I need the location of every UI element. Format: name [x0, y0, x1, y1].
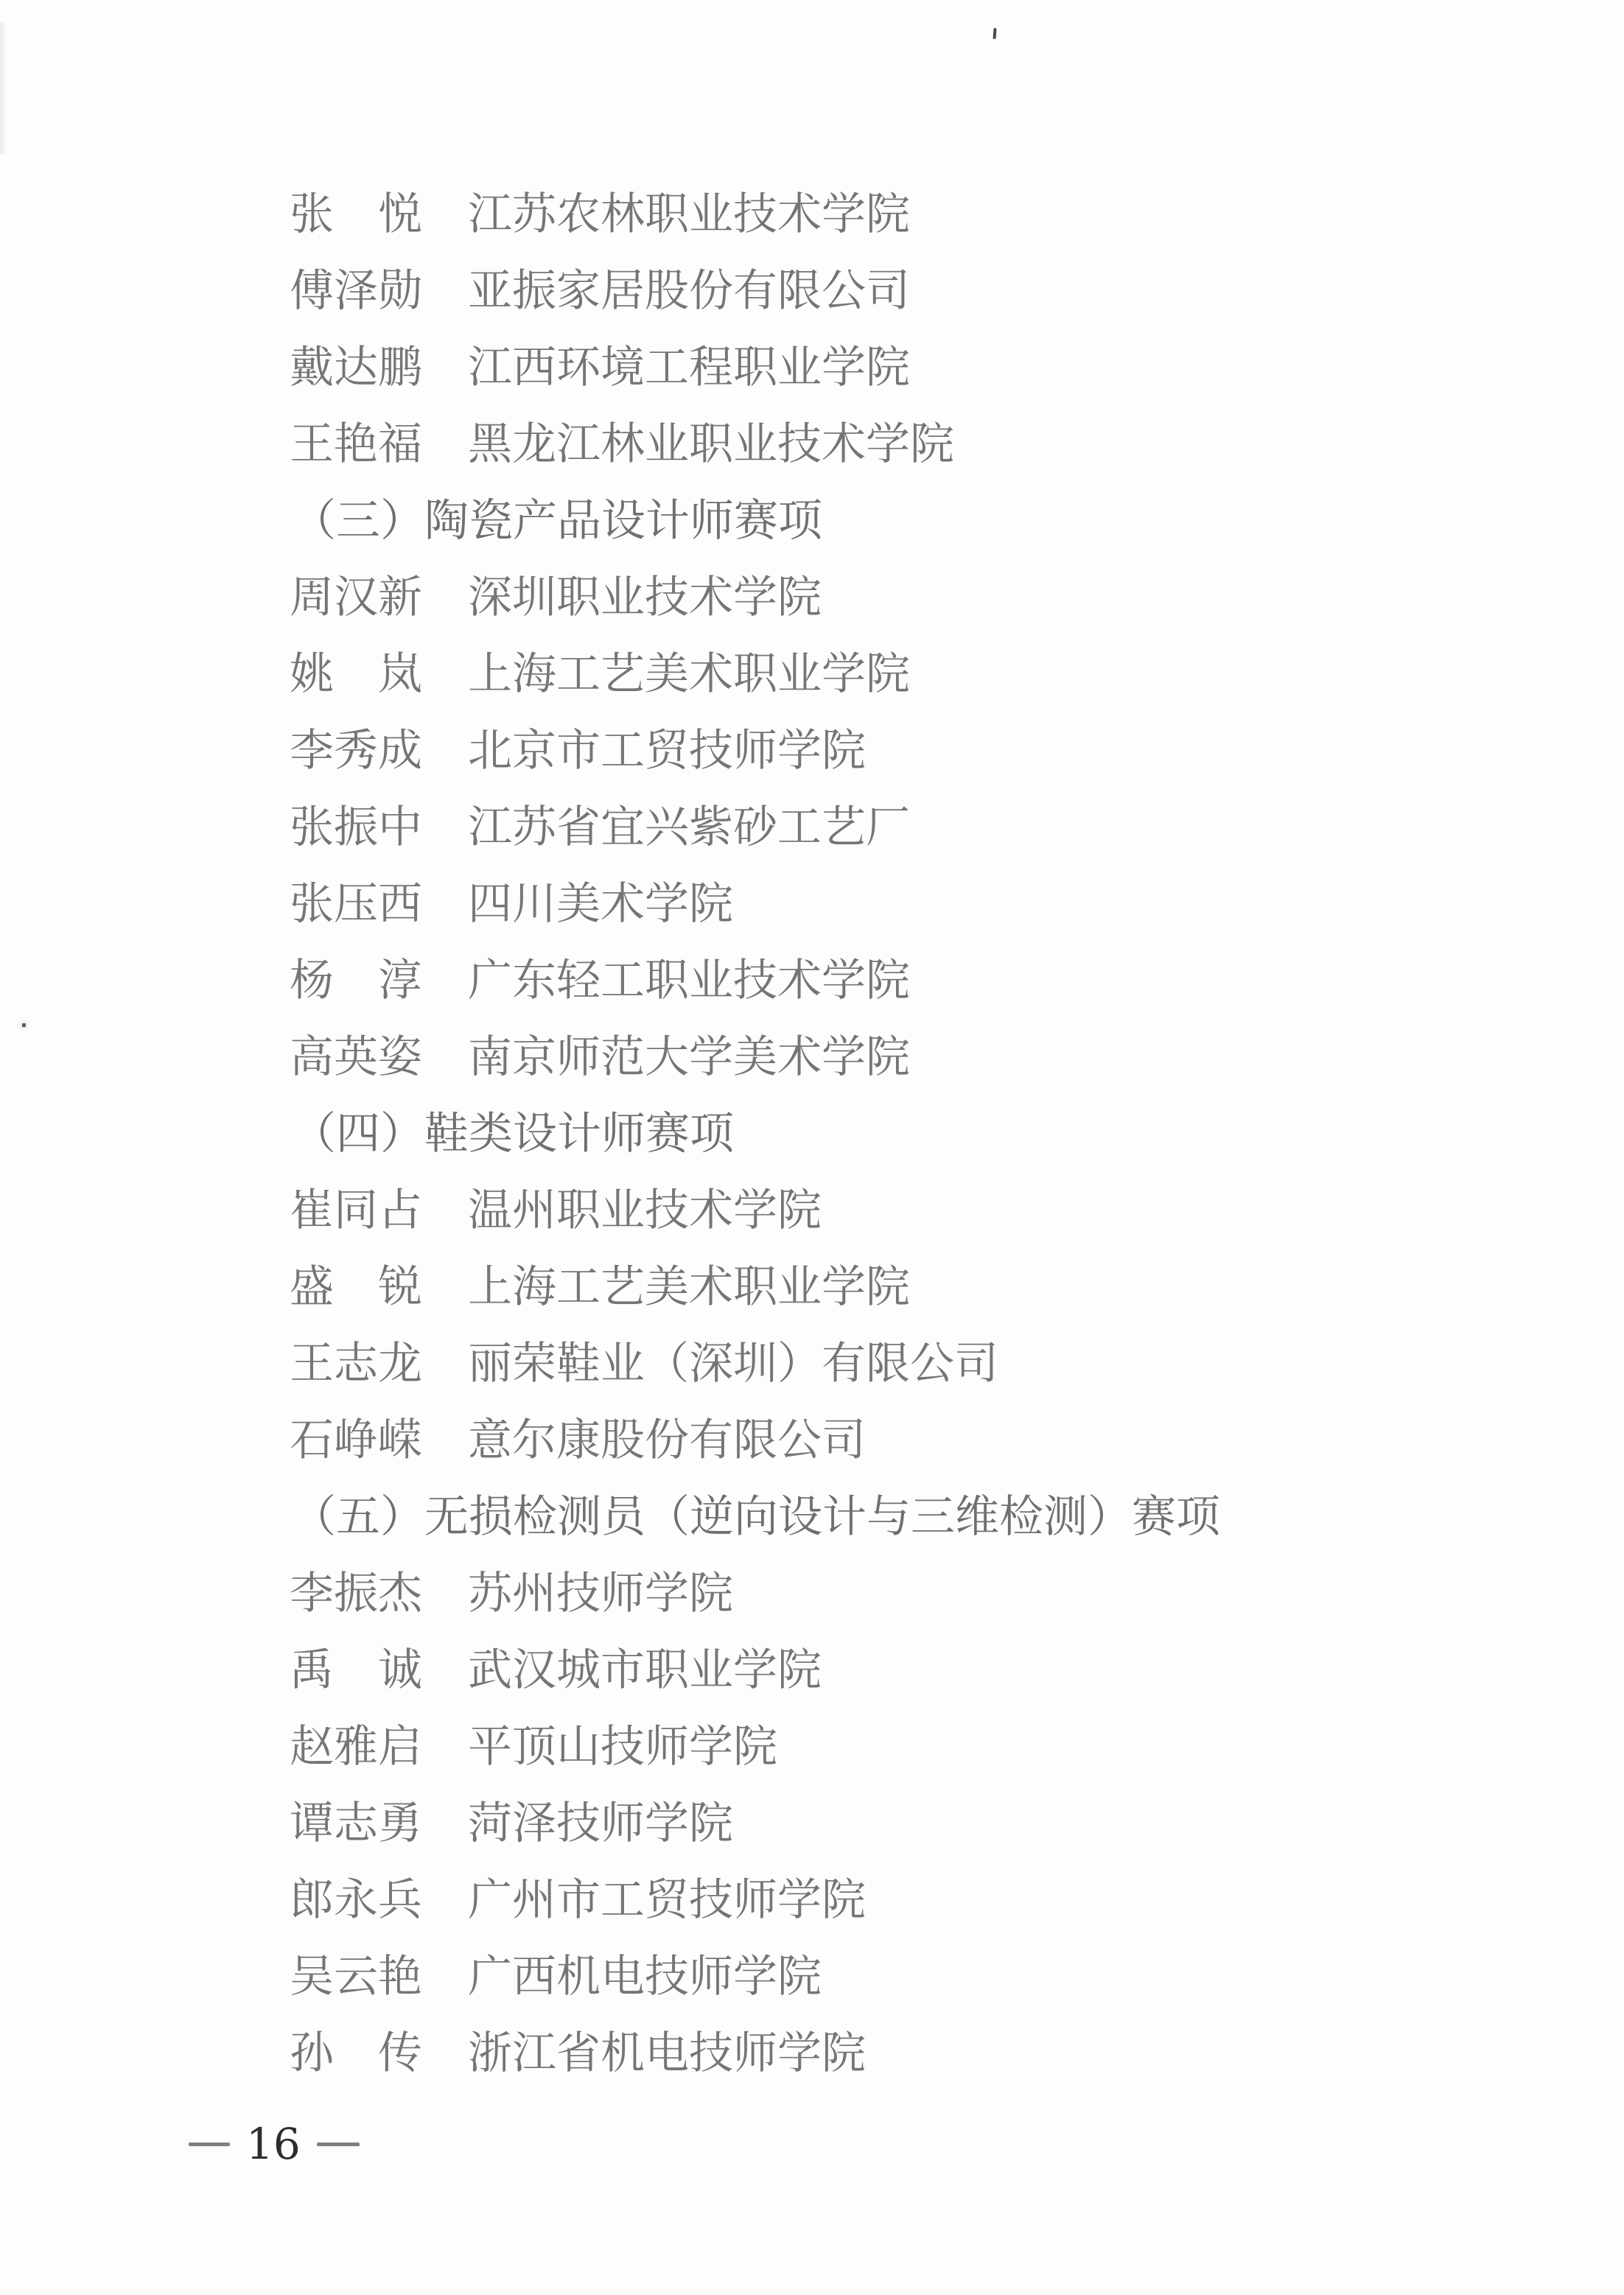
person-name: 傅泽勋: [290, 265, 422, 317]
section-header: [0, 1475, 1624, 1552]
person-name: 张 悦: [290, 189, 422, 240]
institution-name: 平顶山技师学院: [468, 1721, 777, 1773]
institution-name: 广西机电技师学院: [468, 1951, 822, 2003]
entry-row: [0, 862, 1624, 939]
person-name: 崔同占: [290, 1185, 422, 1236]
entry-row: [0, 1168, 1624, 1245]
institution-name: 浙江省机电技师学院: [468, 2028, 866, 2079]
institution-name: 四川美术学院: [468, 878, 733, 930]
institution-name: 江苏省宜兴紫砂工艺厂: [468, 802, 910, 853]
entry-row: [0, 326, 1624, 402]
institution-name: 北京市工贸技师学院: [468, 725, 866, 777]
person-name: 高英姿: [290, 1031, 422, 1083]
entry-row: [0, 939, 1624, 1015]
entry-row: [0, 1628, 1624, 1705]
entry-row: [0, 1858, 1624, 1935]
page-number-dash-right: [317, 2142, 360, 2146]
institution-name: 南京师范大学美术学院: [468, 1031, 910, 1083]
entry-row: [0, 632, 1624, 709]
institution-name: 武汉城市职业学院: [468, 1644, 822, 1696]
institution-name: 江西环境工程职业学院: [468, 342, 910, 393]
person-name: 赵雅启: [290, 1721, 422, 1773]
page-number: [189, 2116, 360, 2172]
institution-name: 广东轻工职业技术学院: [468, 955, 910, 1006]
institution-name: 上海工艺美术职业学院: [468, 648, 910, 700]
person-name: 李振杰: [290, 1568, 422, 1619]
entry-row: [0, 1935, 1624, 2011]
institution-name: 亚振家居股份有限公司: [468, 265, 910, 317]
entry-row: [0, 1398, 1624, 1475]
person-name: 戴达鹏: [290, 342, 422, 393]
person-name: 王志龙: [290, 1338, 422, 1390]
person-name: 王艳福: [290, 418, 422, 470]
scan-edge-shade: [0, 22, 7, 155]
person-name: 张压西: [290, 878, 422, 930]
person-name: 石峥嵘: [290, 1415, 422, 1466]
institution-name: 上海工艺美术职业学院: [468, 1261, 910, 1313]
person-name: 郎永兵: [290, 1874, 422, 1926]
section-header: [0, 1092, 1624, 1168]
institution-name: 温州职业技术学院: [468, 1185, 822, 1236]
entry-row: [0, 709, 1624, 785]
institution-name: 江苏农林职业技术学院: [468, 189, 910, 240]
entry-row: [0, 249, 1624, 326]
institution-name: 菏泽技师学院: [468, 1798, 733, 1849]
person-name: 禹 诚: [290, 1644, 422, 1696]
person-name: 吴云艳: [290, 1951, 422, 2003]
entry-row: [0, 1245, 1624, 1322]
person-name: 张振中: [290, 802, 422, 853]
entry-row: [0, 402, 1624, 479]
entry-row: [0, 556, 1624, 632]
institution-name: 苏州技师学院: [468, 1568, 733, 1619]
entry-row: [0, 1705, 1624, 1781]
institution-name: 广州市工贸技师学院: [468, 1874, 866, 1926]
entry-row: [0, 1322, 1624, 1398]
rows: [0, 172, 1624, 2088]
scan-speck: [993, 28, 996, 39]
entry-row: [0, 172, 1624, 249]
person-name: 盛 锐: [290, 1261, 422, 1313]
person-name: 姚 岚: [290, 648, 422, 700]
person-name: 谭志勇: [290, 1798, 422, 1849]
person-name: 李秀成: [290, 725, 422, 777]
page-number-value: 16: [246, 2119, 301, 2169]
entry-row: [0, 1015, 1624, 1092]
person-name: 杨 淳: [290, 955, 422, 1006]
entry-row: [0, 2011, 1624, 2088]
section-title: （五）无损检测员（逆向设计与三维检测）赛项: [292, 1491, 1220, 1543]
institution-name: 意尔康股份有限公司: [468, 1415, 866, 1466]
institution-name: 黑龙江林业职业技术学院: [468, 418, 954, 470]
institution-name: 丽荣鞋业（深圳）有限公司: [468, 1338, 998, 1390]
entry-row: [0, 1781, 1624, 1858]
section-header: [0, 479, 1624, 556]
entry-row: [0, 1552, 1624, 1628]
person-name: 周汉新: [290, 572, 422, 623]
entry-row: [0, 785, 1624, 862]
page-number-dash-left: [189, 2142, 230, 2146]
section-title: （三）陶瓷产品设计师赛项: [292, 495, 822, 547]
institution-name: 深圳职业技术学院: [468, 572, 822, 623]
section-title: （四）鞋类设计师赛项: [292, 1108, 734, 1160]
person-name: 孙 传: [290, 2028, 422, 2079]
